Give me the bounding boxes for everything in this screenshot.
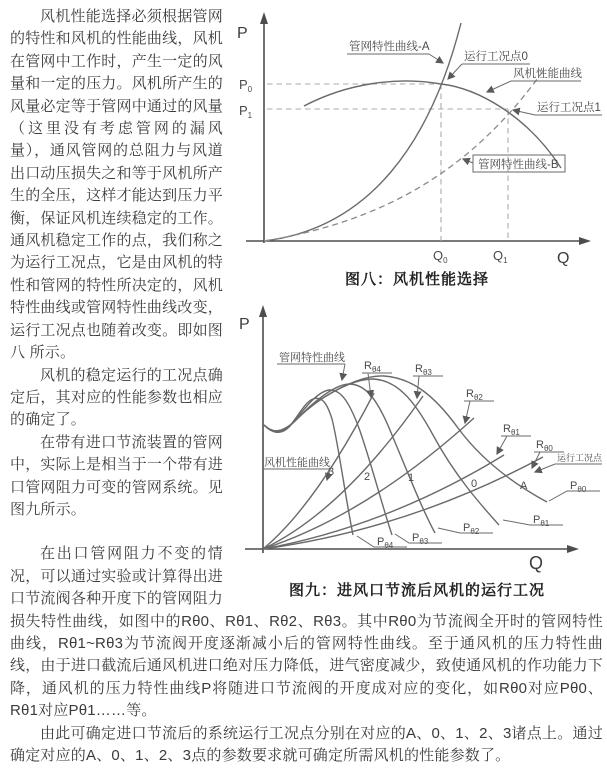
y-axis-arrow-icon xyxy=(259,305,267,317)
fig9-r1-leader xyxy=(497,436,507,454)
fig9-r2-label: $R_{\theta 2}$ xyxy=(466,388,483,402)
fig8-y-axis-label: P xyxy=(237,25,248,42)
point-a-label: A xyxy=(520,480,528,492)
resistance-line-theta4 xyxy=(263,393,374,549)
fig8-q1-tick: $Q_1$ xyxy=(493,248,508,265)
fig8-fan-leader xyxy=(487,81,511,92)
fig8-p1-tick: $P_1$ xyxy=(239,103,253,120)
fig9-y-axis-label: P xyxy=(239,316,250,333)
fig9-r1-label: $R_{\theta 1}$ xyxy=(503,423,520,437)
fig8-curve-b-leader xyxy=(463,159,473,163)
figure9-plot xyxy=(231,299,603,577)
x-axis-arrow-icon xyxy=(579,237,591,245)
x-axis-arrow-icon xyxy=(567,545,579,553)
point-2-label: 2 xyxy=(364,471,371,483)
fig8-point0-label: 运行工况点0 xyxy=(464,51,528,63)
fig9-r4-label: $R_{\theta 4}$ xyxy=(364,360,381,374)
paragraph-3: 在带有进口节流装置的管网中，实际上是相当于一个带有进口管网阻力可变的管网系统。见图九所示。 xyxy=(10,433,223,518)
fig9-r3-label: $R_{\theta 3}$ xyxy=(415,363,432,377)
point-0-label: 0 xyxy=(471,478,478,490)
fig9-p0-leader xyxy=(549,491,600,501)
fig9-p0-label: $P_{\theta 0}$ xyxy=(570,480,587,494)
fig9-p1-label: $P_{\theta 1}$ xyxy=(533,514,550,528)
fig8-point1-leader xyxy=(513,110,535,115)
figure8-plot xyxy=(231,6,603,266)
fig8-curve-b-label: 管网特性曲线-B xyxy=(478,159,559,171)
fig9-r2-leader xyxy=(465,401,470,423)
fig9-network-leader xyxy=(342,364,345,380)
paragraph-2: 风机的稳定运行的工况点确定后，其对应的性能参数也相应的确定了。 xyxy=(10,366,223,429)
figure-column xyxy=(231,6,603,610)
fig8-curve-a-label: 管网特性曲线-A xyxy=(349,41,430,53)
paragraph-5: 由此可确定进口节流后的系统运行工况点分别在对应的A、0、1、2、3诸点上。通过确定对应的A、0、1、2、3点的参数要求就可确定所需风机的性能参数了。 xyxy=(10,724,603,764)
y-axis-arrow-icon xyxy=(260,12,268,24)
fig8-q0-tick: $Q_0$ xyxy=(433,248,448,265)
point-1-label: 1 xyxy=(408,472,415,484)
paragraph-4: 在出口管网阻力不变的情况，可以通过实验或计算得出进口节流阀各种开度下的管网阻力损失特性曲线，如图中的Rθ0、Rθ1、Rθ2、Rθ3。其中Rθ0为节流阀全开时的管网特性曲线，Rθ1~Rθ3为节流阀开度逐渐减小后的管网特性曲线。至于通风机的压力特性曲线，由于进口截流后通风机进口绝对压力降低，进气密度减少，致使通风机的作功能力下降，通风机的压力特性曲线P将随进口节流阀的开度成对应的变化，如Rθ0对应Pθ0、Rθ1对应Pθ1……等。 xyxy=(10,545,603,720)
fig9-p2-label: $P_{\theta 2}$ xyxy=(463,522,480,536)
fig8-p0-tick: $P_0$ xyxy=(239,77,253,94)
fig9-network-label: 管网特性曲线 xyxy=(279,352,345,364)
fig8-fan-label: 风机性能曲线 xyxy=(513,68,582,80)
fig8-x-axis-label: Q xyxy=(557,250,570,266)
point-3-label: 3 xyxy=(328,466,335,478)
fig9-p4-label: $P_{\theta 4}$ xyxy=(377,536,394,550)
resistance-line-theta0 xyxy=(263,457,543,549)
fig8-point0-leader xyxy=(448,64,462,79)
fig8-point1-label: 运行工况点1 xyxy=(537,102,601,114)
fig9-fan-label: 风机性能曲线 xyxy=(264,457,330,469)
fig9-r0-label: $R_{\theta 0}$ xyxy=(536,439,553,453)
figure9-caption: 图九：进风口节流后风机的运行工况 xyxy=(288,582,545,599)
paragraph-1: 风机性能选择必须根据管网的特性和风机的性能曲线，风机在管网中工作时，产生一定的风量和一定的压力。风机所产生的风量必定等于管网中通过的风量（这里没有考虑管网的漏风量），通风管网的总阻力与风道出口动压损失之和等于风机所产生的全压，这样才能达到压力平衡，保证风机连续稳定的工作。通风机稳定工作的点，我们称之为运行工况点，它是由风机的特性和管网的特性所决定的，风机特性曲线或管网特性曲线改变，运行工况点也随着改变。即如图八 所示。 xyxy=(10,8,223,362)
fig9-operating-leader xyxy=(535,464,555,472)
fig8-curve-a-leader xyxy=(429,54,443,63)
fig9-x-axis-label: Q xyxy=(529,553,544,573)
fig9-operating-label: 运行工况点 xyxy=(557,453,603,463)
figure8-caption: 图八：风机性能选择 xyxy=(344,271,489,288)
fig9-p3-label: $P_{\theta 3}$ xyxy=(412,532,429,546)
